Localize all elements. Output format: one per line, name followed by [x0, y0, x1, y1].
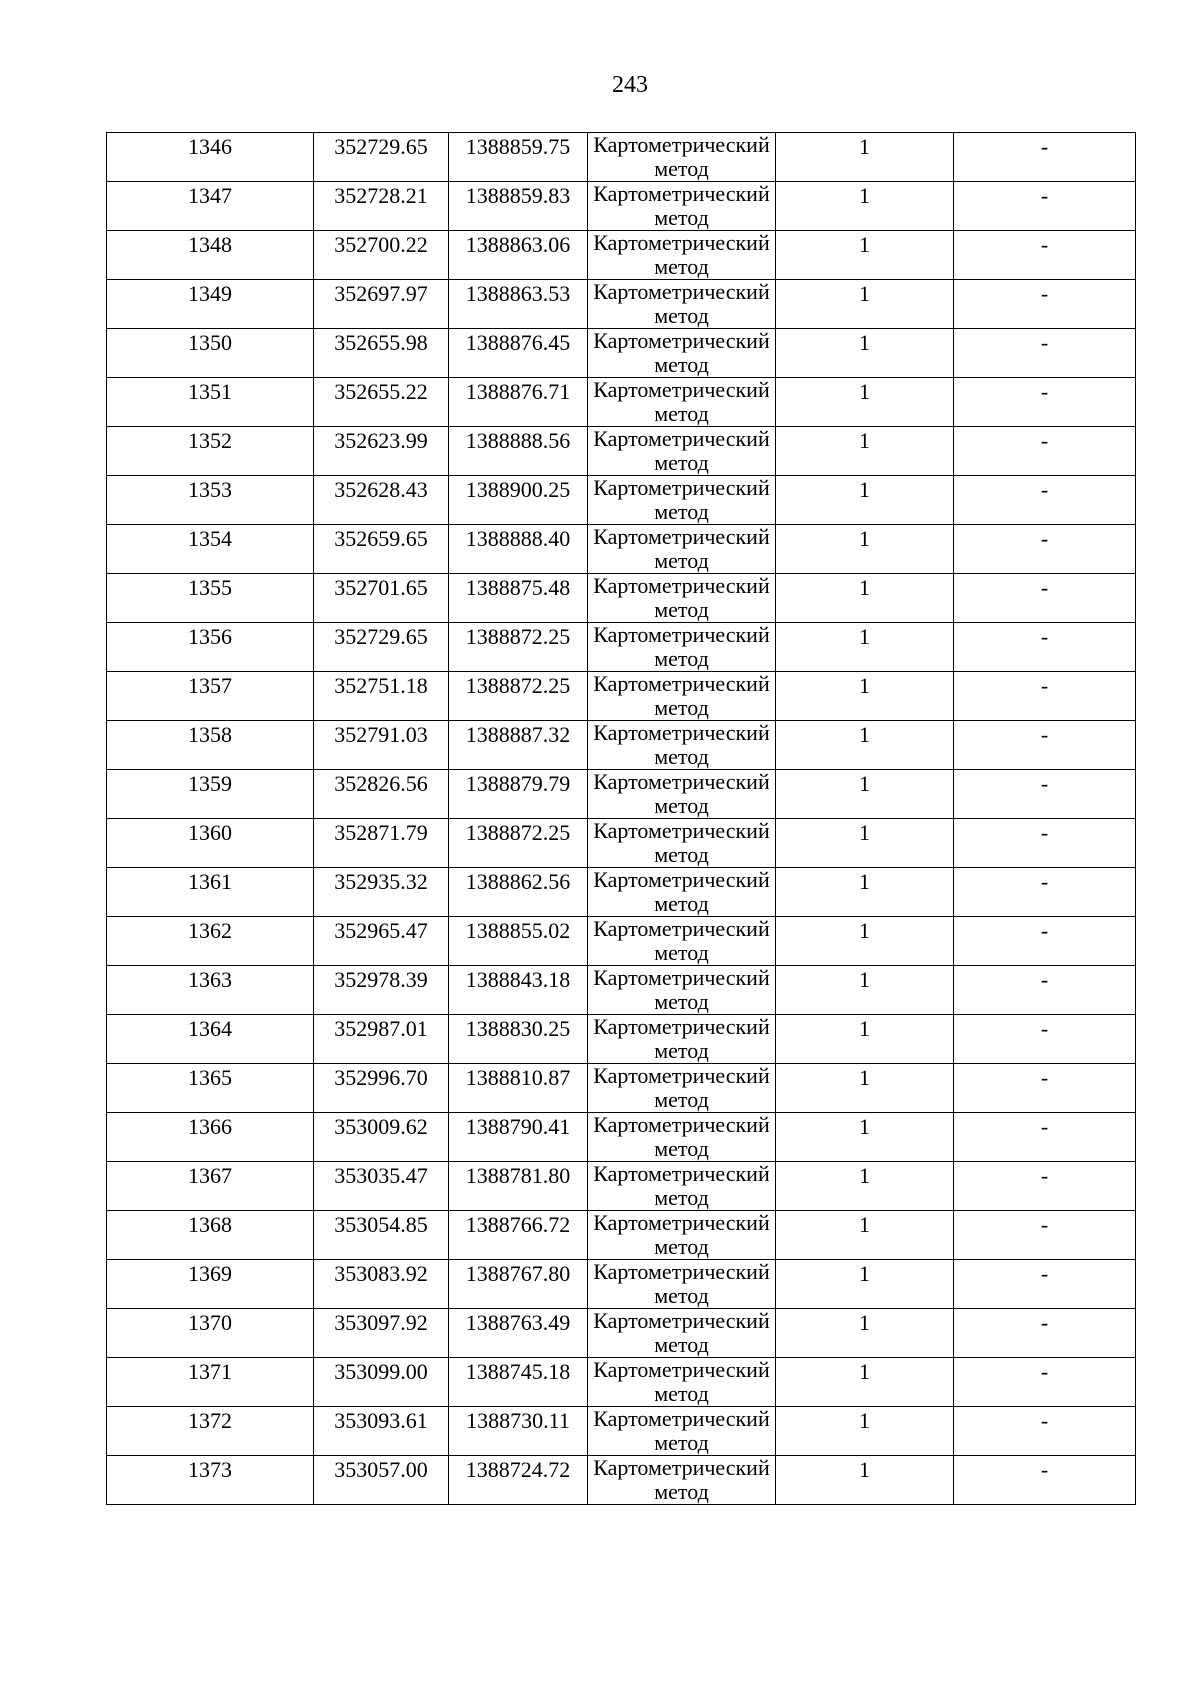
point-number-cell: 1357: [107, 672, 314, 721]
x-coordinate-cell: 352751.18: [314, 672, 449, 721]
y-coordinate-cell: 1388855.02: [449, 917, 588, 966]
precision-cell: 1: [776, 476, 954, 525]
coordinates-table-body: [107, 133, 1136, 1505]
x-coordinate-cell: 352728.21: [314, 182, 449, 231]
table-row: [107, 329, 1136, 378]
point-number-cell: 1368: [107, 1211, 314, 1260]
point-number-cell: 1359: [107, 770, 314, 819]
precision-cell: 1: [776, 280, 954, 329]
precision-cell: 1: [776, 133, 954, 182]
y-coordinate-cell: 1388863.53: [449, 280, 588, 329]
point-number-cell: 1347: [107, 182, 314, 231]
table-row: [107, 1456, 1136, 1505]
y-coordinate-cell: 1388859.83: [449, 182, 588, 231]
method-cell: Картометрический метод: [588, 1407, 776, 1456]
y-coordinate-cell: 1388875.48: [449, 574, 588, 623]
table-row: [107, 133, 1136, 182]
x-coordinate-cell: 352623.99: [314, 427, 449, 476]
precision-cell: 1: [776, 1407, 954, 1456]
note-cell: -: [954, 1456, 1136, 1505]
note-cell: -: [954, 329, 1136, 378]
method-cell: Картометрический метод: [588, 721, 776, 770]
table-row: [107, 819, 1136, 868]
coordinates-table: [106, 132, 1136, 1505]
note-cell: -: [954, 427, 1136, 476]
x-coordinate-cell: 353035.47: [314, 1162, 449, 1211]
table-row: [107, 1015, 1136, 1064]
method-cell: Картометрический метод: [588, 133, 776, 182]
y-coordinate-cell: 1388900.25: [449, 476, 588, 525]
note-cell: -: [954, 1113, 1136, 1162]
point-number-cell: 1372: [107, 1407, 314, 1456]
note-cell: -: [954, 868, 1136, 917]
method-cell: Картометрический метод: [588, 868, 776, 917]
page-number: 243: [612, 72, 648, 98]
point-number-cell: 1370: [107, 1309, 314, 1358]
y-coordinate-cell: 1388745.18: [449, 1358, 588, 1407]
x-coordinate-cell: 352978.39: [314, 966, 449, 1015]
method-cell: Картометрический метод: [588, 574, 776, 623]
table-row: [107, 1064, 1136, 1113]
note-cell: -: [954, 1407, 1136, 1456]
table-row: [107, 1260, 1136, 1309]
x-coordinate-cell: 352729.65: [314, 623, 449, 672]
table-row: [107, 574, 1136, 623]
y-coordinate-cell: 1388876.45: [449, 329, 588, 378]
precision-cell: 1: [776, 966, 954, 1015]
y-coordinate-cell: 1388763.49: [449, 1309, 588, 1358]
x-coordinate-cell: 353057.00: [314, 1456, 449, 1505]
point-number-cell: 1371: [107, 1358, 314, 1407]
note-cell: -: [954, 1162, 1136, 1211]
point-number-cell: 1361: [107, 868, 314, 917]
table-row: [107, 378, 1136, 427]
point-number-cell: 1367: [107, 1162, 314, 1211]
precision-cell: 1: [776, 1113, 954, 1162]
table-row: [107, 868, 1136, 917]
precision-cell: 1: [776, 1162, 954, 1211]
table-row: [107, 917, 1136, 966]
precision-cell: 1: [776, 1358, 954, 1407]
table-row: [107, 770, 1136, 819]
table-row: [107, 1407, 1136, 1456]
table-row: [107, 1358, 1136, 1407]
point-number-cell: 1362: [107, 917, 314, 966]
precision-cell: 1: [776, 1456, 954, 1505]
x-coordinate-cell: 353093.61: [314, 1407, 449, 1456]
x-coordinate-cell: 352697.97: [314, 280, 449, 329]
precision-cell: 1: [776, 917, 954, 966]
table-row: [107, 280, 1136, 329]
precision-cell: 1: [776, 525, 954, 574]
precision-cell: 1: [776, 770, 954, 819]
point-number-cell: 1373: [107, 1456, 314, 1505]
y-coordinate-cell: 1388862.56: [449, 868, 588, 917]
point-number-cell: 1355: [107, 574, 314, 623]
precision-cell: 1: [776, 574, 954, 623]
table-row: [107, 231, 1136, 280]
table-row: [107, 1211, 1136, 1260]
table-row: [107, 476, 1136, 525]
point-number-cell: 1352: [107, 427, 314, 476]
precision-cell: 1: [776, 1211, 954, 1260]
method-cell: Картометрический метод: [588, 1211, 776, 1260]
y-coordinate-cell: 1388888.56: [449, 427, 588, 476]
y-coordinate-cell: 1388879.79: [449, 770, 588, 819]
precision-cell: 1: [776, 1309, 954, 1358]
precision-cell: 1: [776, 1064, 954, 1113]
method-cell: Картометрический метод: [588, 427, 776, 476]
method-cell: Картометрический метод: [588, 966, 776, 1015]
table-row: [107, 525, 1136, 574]
note-cell: -: [954, 623, 1136, 672]
y-coordinate-cell: 1388766.72: [449, 1211, 588, 1260]
x-coordinate-cell: 352729.65: [314, 133, 449, 182]
precision-cell: 1: [776, 329, 954, 378]
table-row: [107, 721, 1136, 770]
y-coordinate-cell: 1388843.18: [449, 966, 588, 1015]
method-cell: Картометрический метод: [588, 623, 776, 672]
point-number-cell: 1363: [107, 966, 314, 1015]
note-cell: -: [954, 525, 1136, 574]
method-cell: Картометрический метод: [588, 770, 776, 819]
note-cell: -: [954, 819, 1136, 868]
note-cell: -: [954, 574, 1136, 623]
x-coordinate-cell: 352701.65: [314, 574, 449, 623]
x-coordinate-cell: 353097.92: [314, 1309, 449, 1358]
method-cell: Картометрический метод: [588, 1260, 776, 1309]
note-cell: -: [954, 231, 1136, 280]
method-cell: Картометрический метод: [588, 917, 776, 966]
point-number-cell: 1364: [107, 1015, 314, 1064]
note-cell: -: [954, 672, 1136, 721]
y-coordinate-cell: 1388810.87: [449, 1064, 588, 1113]
note-cell: -: [954, 182, 1136, 231]
x-coordinate-cell: 353009.62: [314, 1113, 449, 1162]
point-number-cell: 1354: [107, 525, 314, 574]
method-cell: Картометрический метод: [588, 1113, 776, 1162]
method-cell: Картометрический метод: [588, 182, 776, 231]
x-coordinate-cell: 352871.79: [314, 819, 449, 868]
method-cell: Картометрический метод: [588, 280, 776, 329]
point-number-cell: 1360: [107, 819, 314, 868]
point-number-cell: 1346: [107, 133, 314, 182]
note-cell: -: [954, 280, 1136, 329]
x-coordinate-cell: 352826.56: [314, 770, 449, 819]
x-coordinate-cell: 352655.98: [314, 329, 449, 378]
note-cell: -: [954, 476, 1136, 525]
method-cell: Картометрический метод: [588, 231, 776, 280]
x-coordinate-cell: 353054.85: [314, 1211, 449, 1260]
point-number-cell: 1365: [107, 1064, 314, 1113]
note-cell: -: [954, 1064, 1136, 1113]
precision-cell: 1: [776, 721, 954, 770]
point-number-cell: 1356: [107, 623, 314, 672]
note-cell: -: [954, 1358, 1136, 1407]
table-row: [107, 1113, 1136, 1162]
x-coordinate-cell: 352996.70: [314, 1064, 449, 1113]
y-coordinate-cell: 1388872.25: [449, 672, 588, 721]
method-cell: Картометрический метод: [588, 525, 776, 574]
x-coordinate-cell: 352987.01: [314, 1015, 449, 1064]
table-row: [107, 1162, 1136, 1211]
x-coordinate-cell: 353083.92: [314, 1260, 449, 1309]
x-coordinate-cell: 352791.03: [314, 721, 449, 770]
precision-cell: 1: [776, 868, 954, 917]
method-cell: Картометрический метод: [588, 819, 776, 868]
precision-cell: 1: [776, 1260, 954, 1309]
x-coordinate-cell: 352659.65: [314, 525, 449, 574]
note-cell: -: [954, 1260, 1136, 1309]
precision-cell: 1: [776, 231, 954, 280]
note-cell: -: [954, 1309, 1136, 1358]
y-coordinate-cell: 1388767.80: [449, 1260, 588, 1309]
y-coordinate-cell: 1388863.06: [449, 231, 588, 280]
x-coordinate-cell: 352700.22: [314, 231, 449, 280]
y-coordinate-cell: 1388872.25: [449, 623, 588, 672]
note-cell: -: [954, 917, 1136, 966]
x-coordinate-cell: 353099.00: [314, 1358, 449, 1407]
x-coordinate-cell: 352655.22: [314, 378, 449, 427]
y-coordinate-cell: 1388859.75: [449, 133, 588, 182]
method-cell: Картометрический метод: [588, 1456, 776, 1505]
note-cell: -: [954, 721, 1136, 770]
point-number-cell: 1350: [107, 329, 314, 378]
precision-cell: 1: [776, 1015, 954, 1064]
table-row: [107, 182, 1136, 231]
precision-cell: 1: [776, 182, 954, 231]
y-coordinate-cell: 1388724.72: [449, 1456, 588, 1505]
point-number-cell: 1366: [107, 1113, 314, 1162]
table-row: [107, 1309, 1136, 1358]
precision-cell: 1: [776, 672, 954, 721]
precision-cell: 1: [776, 427, 954, 476]
note-cell: -: [954, 378, 1136, 427]
point-number-cell: 1369: [107, 1260, 314, 1309]
method-cell: Картометрический метод: [588, 1064, 776, 1113]
y-coordinate-cell: 1388790.41: [449, 1113, 588, 1162]
y-coordinate-cell: 1388830.25: [449, 1015, 588, 1064]
x-coordinate-cell: 352965.47: [314, 917, 449, 966]
x-coordinate-cell: 352935.32: [314, 868, 449, 917]
table-row: [107, 427, 1136, 476]
note-cell: -: [954, 770, 1136, 819]
method-cell: Картометрический метод: [588, 1358, 776, 1407]
y-coordinate-cell: 1388876.71: [449, 378, 588, 427]
note-cell: -: [954, 133, 1136, 182]
note-cell: -: [954, 1015, 1136, 1064]
note-cell: -: [954, 966, 1136, 1015]
method-cell: Картометрический метод: [588, 476, 776, 525]
method-cell: Картометрический метод: [588, 1162, 776, 1211]
y-coordinate-cell: 1388730.11: [449, 1407, 588, 1456]
table-row: [107, 672, 1136, 721]
table-row: [107, 623, 1136, 672]
method-cell: Картометрический метод: [588, 1309, 776, 1358]
table-row: [107, 966, 1136, 1015]
y-coordinate-cell: 1388887.32: [449, 721, 588, 770]
point-number-cell: 1353: [107, 476, 314, 525]
y-coordinate-cell: 1388888.40: [449, 525, 588, 574]
precision-cell: 1: [776, 623, 954, 672]
point-number-cell: 1351: [107, 378, 314, 427]
y-coordinate-cell: 1388872.25: [449, 819, 588, 868]
method-cell: Картометрический метод: [588, 378, 776, 427]
y-coordinate-cell: 1388781.80: [449, 1162, 588, 1211]
point-number-cell: 1348: [107, 231, 314, 280]
precision-cell: 1: [776, 378, 954, 427]
x-coordinate-cell: 352628.43: [314, 476, 449, 525]
method-cell: Картометрический метод: [588, 329, 776, 378]
method-cell: Картометрический метод: [588, 672, 776, 721]
note-cell: -: [954, 1211, 1136, 1260]
point-number-cell: 1349: [107, 280, 314, 329]
precision-cell: 1: [776, 819, 954, 868]
method-cell: Картометрический метод: [588, 1015, 776, 1064]
point-number-cell: 1358: [107, 721, 314, 770]
